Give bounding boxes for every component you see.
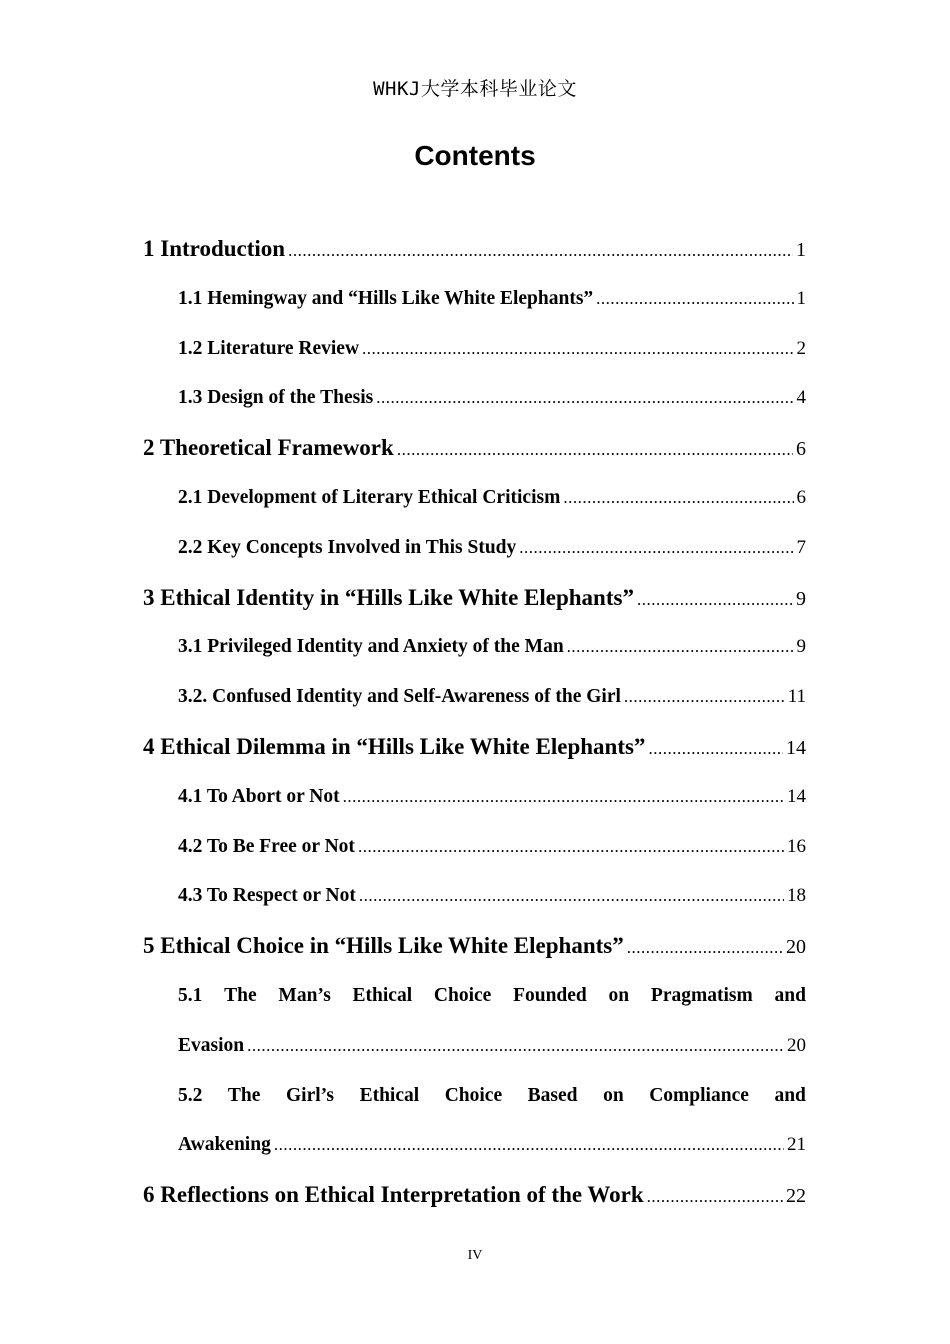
toc-entry-label: 4.2 To Be Free or Not	[178, 835, 355, 857]
toc-entry-section-4-3[interactable]	[143, 871, 806, 921]
dot-leader	[288, 226, 793, 276]
toc-entry-label: Evasion	[178, 1034, 245, 1056]
toc-page-number: 2	[796, 337, 806, 359]
toc-word: Ethical	[352, 984, 413, 1006]
toc-entry-section-5-1-line-1[interactable]	[143, 971, 806, 1021]
toc-word: Pragmatism	[650, 984, 753, 1006]
toc-entry-section-2-2[interactable]	[143, 523, 806, 573]
dot-leader	[376, 373, 793, 423]
toc-entry-label: 2.2 Key Concepts Involved in This Study	[178, 536, 517, 558]
toc-entry-chapter-5[interactable]	[143, 921, 806, 971]
toc-page-number: 20	[787, 1034, 806, 1056]
dot-leader	[624, 672, 785, 722]
toc-word: Founded	[513, 984, 587, 1006]
toc-word: on	[608, 984, 630, 1006]
toc-entry-section-1-2[interactable]	[143, 324, 806, 374]
toc-page-number: 11	[787, 686, 806, 708]
toc-word: and	[774, 1084, 806, 1106]
toc-entry-section-1-3[interactable]	[143, 373, 806, 423]
toc-page-number: 21	[787, 1134, 806, 1156]
dot-leader	[647, 1172, 783, 1222]
dot-leader	[648, 724, 783, 774]
toc-page-number: 22	[786, 1185, 806, 1208]
dot-leader	[343, 772, 784, 822]
toc-page-number: 16	[787, 835, 806, 857]
toc-entry-chapter-6[interactable]	[143, 1170, 806, 1220]
toc-entry-label: Awakening	[178, 1134, 271, 1156]
toc-word: The	[227, 1084, 261, 1106]
toc-entry-label: 2.1 Development of Literary Ethical Criticism	[178, 486, 561, 508]
toc-entry-label: 1.2 Literature Review	[178, 337, 360, 359]
toc-page-number: 18	[787, 885, 806, 907]
dot-leader	[567, 622, 794, 672]
toc-entry-section-4-2[interactable]	[143, 822, 806, 872]
dot-leader	[359, 871, 784, 921]
toc-entry-chapter-1[interactable]	[143, 224, 806, 274]
dot-leader	[563, 473, 793, 523]
toc-page-number: 7	[796, 536, 806, 558]
toc-entry-label: 1.1 Hemingway and “Hills Like White Elephants”	[178, 287, 594, 309]
toc-entry-label: 1.3 Design of the Thesis	[178, 387, 374, 409]
toc-entry-label: 4.1 To Abort or Not	[178, 785, 340, 807]
page-number-footer: IV	[467, 1248, 483, 1263]
toc-word: and	[774, 984, 806, 1006]
toc-entry-label: 1 Introduction	[143, 236, 286, 261]
dot-leader	[519, 523, 793, 573]
dot-leader	[596, 274, 793, 324]
toc-page-number: 1	[796, 287, 806, 309]
toc-entry-section-3-1[interactable]	[143, 622, 806, 672]
table-of-contents	[143, 224, 806, 1220]
toc-page-number: 14	[787, 785, 806, 807]
dot-leader	[627, 923, 783, 973]
dot-leader	[637, 575, 793, 625]
dot-leader	[358, 822, 784, 872]
toc-entry-label: 3.2. Confused Identity and Self-Awareness of the Girl	[178, 686, 621, 708]
toc-page-number: 14	[786, 736, 806, 759]
toc-entry-label: 3.1 Privileged Identity and Anxiety of the Man	[178, 636, 564, 658]
toc-entry-chapter-2[interactable]	[143, 423, 806, 473]
toc-entry-label: 4.3 To Respect or Not	[178, 885, 356, 907]
toc-page-number: 1	[796, 239, 806, 261]
toc-word: 5.1	[178, 984, 203, 1006]
toc-page-number: 4	[796, 387, 806, 409]
toc-word: The	[224, 984, 257, 1006]
toc-entry-section-2-1[interactable]	[143, 473, 806, 523]
toc-entry-section-3-2[interactable]	[143, 672, 806, 722]
toc-entry-chapter-3[interactable]	[143, 573, 806, 623]
toc-word: Based	[527, 1084, 578, 1106]
toc-word: Man’s	[278, 984, 331, 1006]
toc-page-number: 9	[796, 636, 806, 658]
dot-leader	[274, 1120, 784, 1170]
toc-entry-section-5-1-line-2[interactable]	[143, 1021, 806, 1071]
toc-word: 5.2	[178, 1084, 203, 1106]
toc-entry-section-5-2-line-2[interactable]	[143, 1120, 806, 1170]
toc-entry-label: 6 Reflections on Ethical Interpretation of the Work	[143, 1182, 644, 1208]
toc-entry-label: 4 Ethical Dilemma in “Hills Like White Elephants”	[143, 733, 646, 759]
toc-entry-label: 5 Ethical Choice in “Hills Like White Elephants”	[143, 933, 624, 959]
toc-entry-label: 3 Ethical Identity in “Hills Like White Elephants”	[143, 584, 634, 610]
dot-leader	[362, 324, 793, 374]
toc-entry-label: 2 Theoretical Framework	[143, 435, 394, 461]
toc-word: Choice	[433, 984, 492, 1006]
toc-entry-section-5-2-line-1[interactable]	[143, 1071, 806, 1121]
toc-entry-section-1-1[interactable]	[143, 274, 806, 324]
toc-word: Choice	[444, 1084, 503, 1106]
dot-leader	[247, 1021, 784, 1071]
dot-leader	[397, 425, 793, 475]
toc-page-number: 20	[786, 936, 806, 959]
toc-word: Ethical	[359, 1084, 420, 1106]
toc-entry-section-4-1[interactable]	[143, 772, 806, 822]
page-title: Contents	[414, 140, 536, 171]
toc-page-number: 6	[796, 486, 806, 508]
toc-page-number: 9	[796, 587, 806, 610]
toc-word: on	[603, 1084, 624, 1106]
page-header: WHKJ大学本科毕业论文	[373, 78, 577, 100]
toc-word: Compliance	[649, 1084, 749, 1106]
toc-page-number: 6	[796, 438, 806, 461]
toc-word: Girl’s	[285, 1084, 335, 1106]
toc-entry-chapter-4[interactable]	[143, 722, 806, 772]
